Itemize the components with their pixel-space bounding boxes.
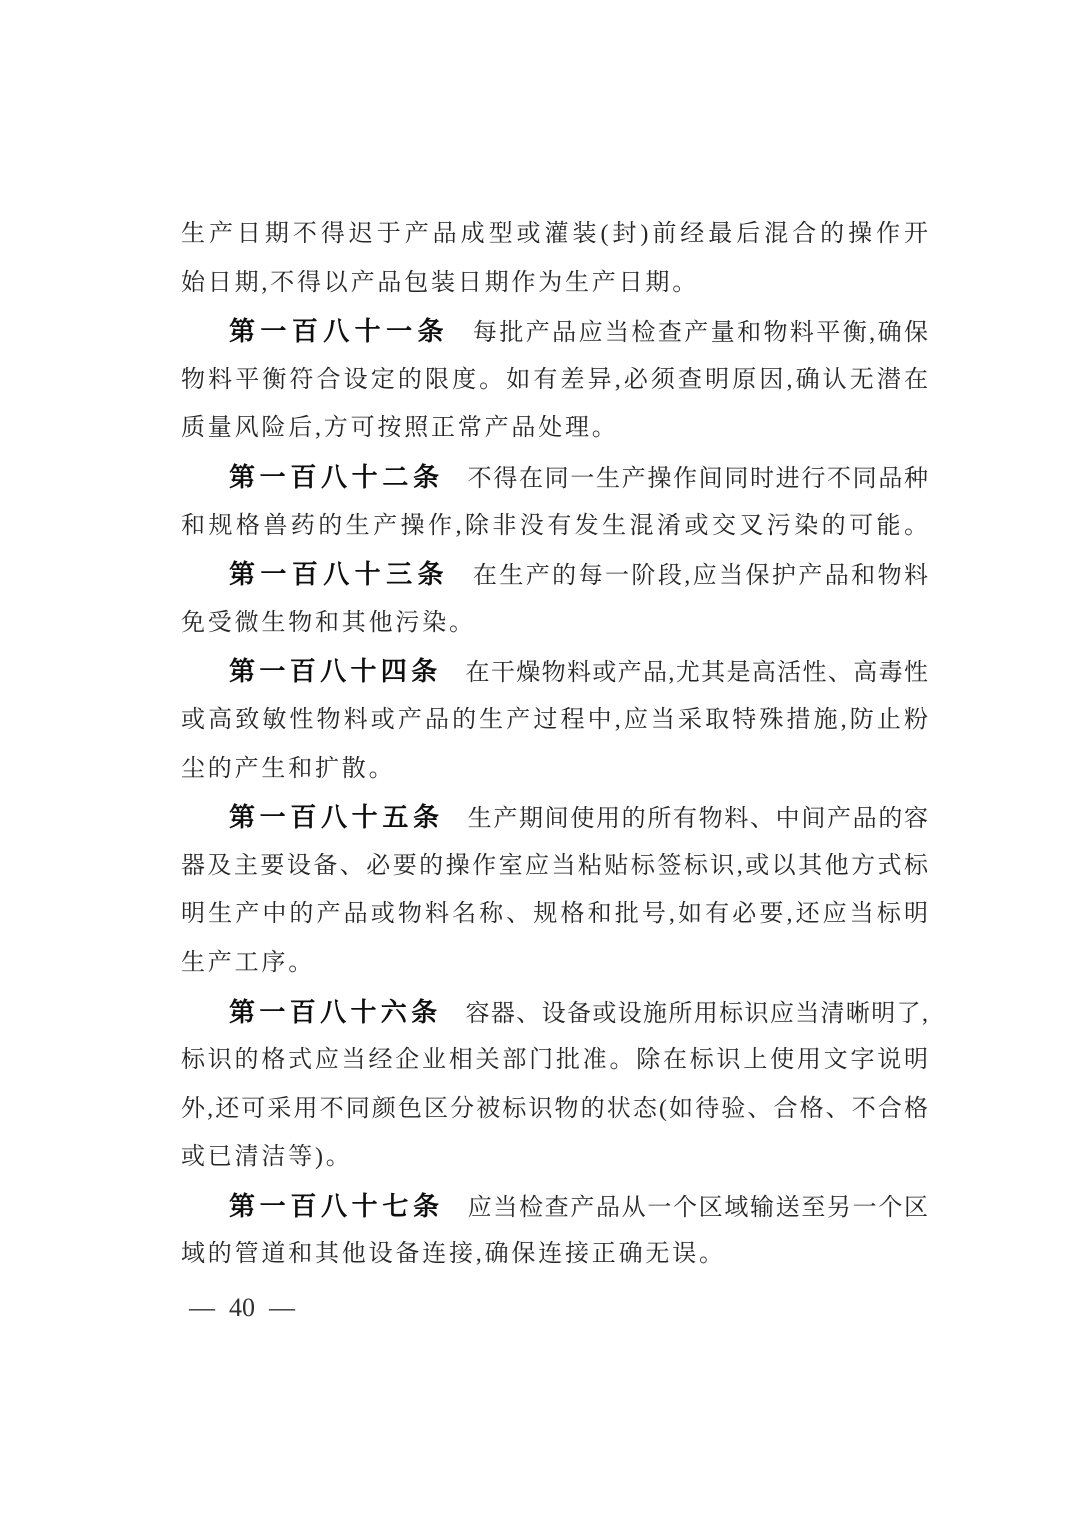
- text-line: [181, 210, 928, 259]
- text-line: [181, 502, 928, 551]
- text-line: [181, 1085, 928, 1134]
- body-text: 物料平衡符合设定的限度。如有差异,必须查明原因,确认无潜在: [181, 366, 928, 393]
- paragraph: [181, 988, 928, 1182]
- footer-dash-right: —: [269, 1293, 295, 1322]
- article-number: 第一百八十二条: [229, 461, 444, 492]
- body-text: 质量风险后,方可按照正常产品处理。: [181, 415, 619, 442]
- article-number: 第一百八十六条: [229, 996, 442, 1027]
- article-heading-line: [181, 550, 928, 599]
- body-text: 每批产品应当检查产量和物料平衡,确保: [472, 320, 928, 347]
- paragraph: [181, 1182, 928, 1279]
- article-heading-line: [181, 453, 928, 502]
- text-line: [181, 1230, 928, 1279]
- text-line: [181, 696, 928, 745]
- article-number: 第一百八十一条: [229, 316, 449, 347]
- page-number: 40: [229, 1293, 255, 1322]
- body-text: 生产日期不得迟于产品成型或灌装(封)前经最后混合的操作开: [181, 221, 928, 247]
- article-heading-line: [181, 988, 928, 1037]
- body-text: 生产期间使用的所有物料、中间产品的容: [467, 806, 928, 833]
- body-text: 应当检查产品从一个区域输送至另一个区: [467, 1194, 928, 1221]
- body-text: 明生产中的产品或物料名称、规格和批号,如有必要,还应当标明: [181, 901, 928, 928]
- article-number: 第一百八十五条: [229, 802, 444, 833]
- body-text: 在干燥物料或产品,尤其是高活性、高毒性: [465, 660, 928, 687]
- text-line: [181, 1036, 928, 1085]
- article-heading-line: [181, 647, 928, 696]
- paragraph: [181, 210, 928, 307]
- body-text: 器及主要设备、必要的操作室应当粘贴标签标识,或以其他方式标: [181, 852, 928, 879]
- body-text: 免受微生物和其他污染。: [181, 609, 476, 636]
- body-text: 容器、设备或设施所用标识应当清晰明了,: [465, 1000, 928, 1027]
- paragraph: [181, 793, 928, 987]
- page-footer: [189, 1292, 295, 1324]
- body-text: 或已清洁等)。: [181, 1144, 353, 1171]
- body-text: 在生产的每一阶段,应当保护产品和物料: [472, 563, 928, 590]
- body-text: 不得在同一生产操作间同时进行不同品种: [467, 465, 928, 492]
- text-line: [181, 745, 928, 794]
- text-line: [181, 842, 928, 891]
- article-heading-line: [181, 793, 928, 842]
- text-line: [181, 1133, 928, 1182]
- text-line: [181, 404, 928, 453]
- text-line: [181, 599, 928, 648]
- text-line: [181, 939, 928, 988]
- paragraph: [181, 453, 928, 550]
- text-line: [181, 356, 928, 405]
- article-number: 第一百八十四条: [229, 656, 442, 687]
- text-content: [181, 210, 928, 1279]
- footer-dash-left: —: [189, 1293, 215, 1322]
- body-text: 生产工序。: [181, 949, 315, 976]
- body-text: 尘的产生和扩散。: [181, 755, 396, 782]
- text-line: [181, 890, 928, 939]
- body-text: 外,还可采用不同颜色区分被标识物的状态(如待验、合格、不合格: [181, 1095, 928, 1122]
- body-text: 或高致敏性物料或产品的生产过程中,应当采取特殊措施,防止粉: [181, 706, 928, 733]
- text-line: [181, 259, 928, 308]
- body-text: 始日期,不得以产品包装日期作为生产日期。: [181, 269, 699, 296]
- body-text: 和规格兽药的生产操作,除非没有发生混淆或交叉污染的可能。: [181, 512, 928, 539]
- article-heading-line: [181, 307, 928, 356]
- body-text: 标识的格式应当经企业相关部门批准。除在标识上使用文字说明: [181, 1047, 928, 1074]
- body-text: 域的管道和其他设备连接,确保连接正确无误。: [181, 1241, 726, 1268]
- article-number: 第一百八十三条: [229, 559, 449, 590]
- paragraph: [181, 647, 928, 793]
- article-number: 第一百八十七条: [229, 1190, 444, 1221]
- article-heading-line: [181, 1182, 928, 1231]
- paragraph: [181, 307, 928, 453]
- paragraph: [181, 550, 928, 647]
